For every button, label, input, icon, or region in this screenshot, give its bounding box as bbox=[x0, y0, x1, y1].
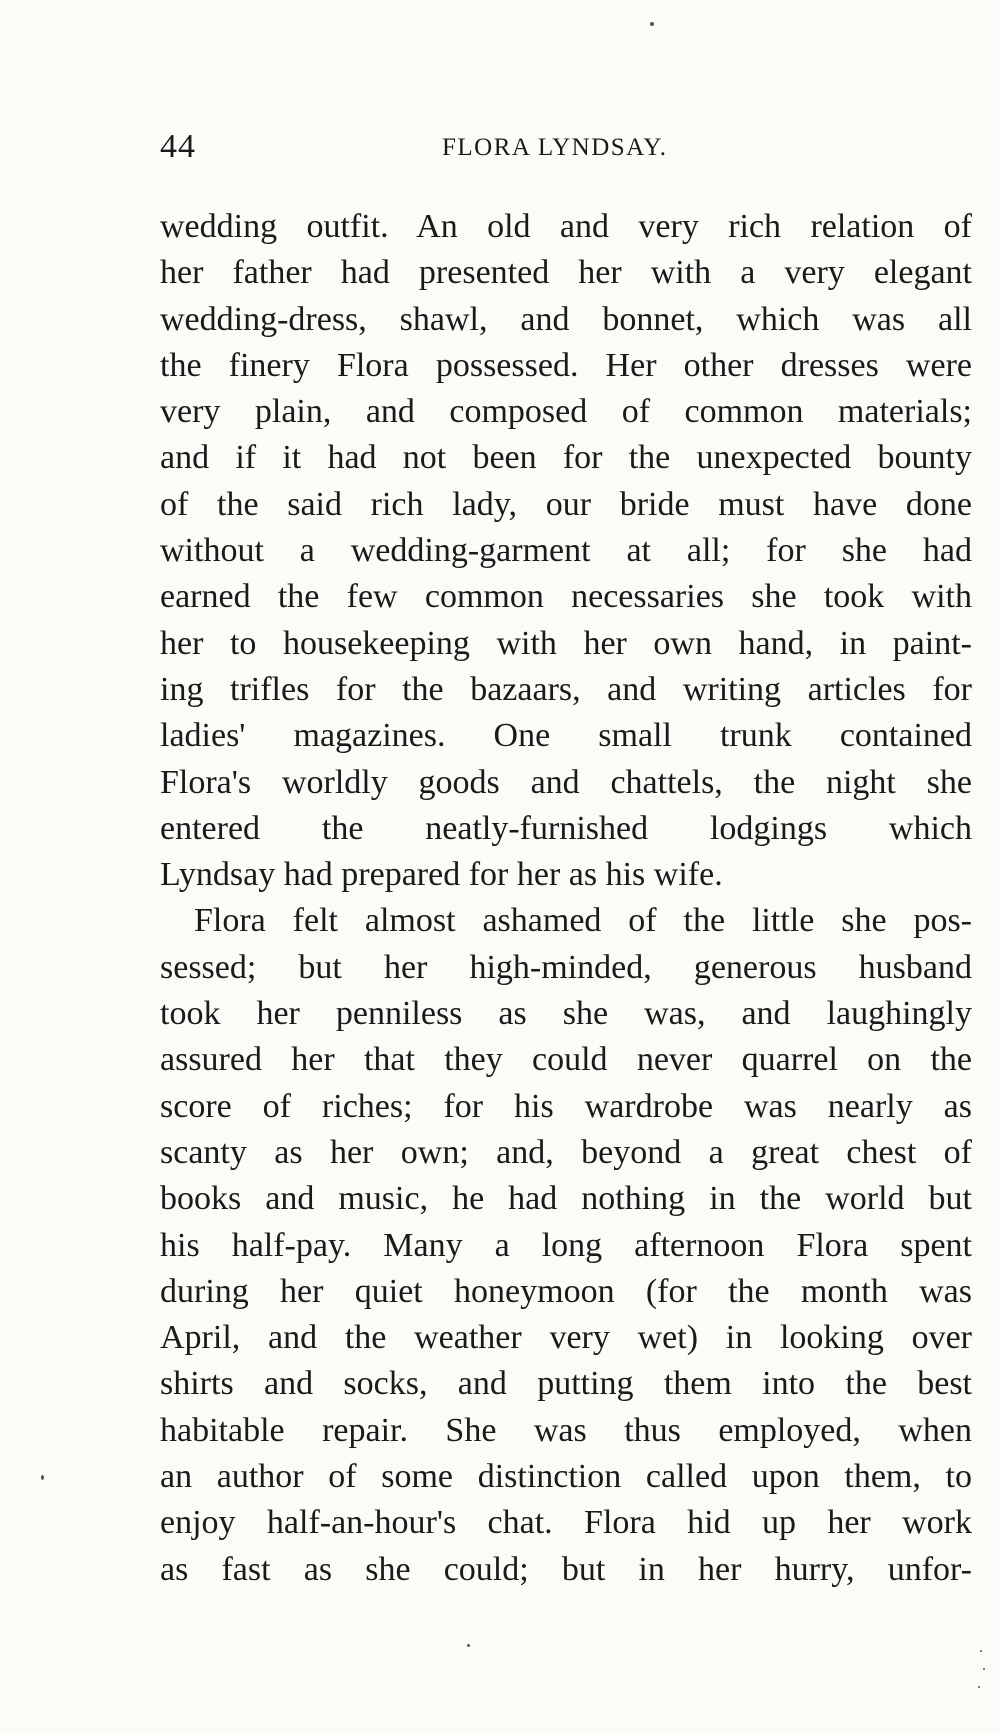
text-line: enjoy half-an-hour's chat. Flora hid up her work bbox=[160, 1504, 972, 1542]
text-line: entered the neatly-furnished lodgings which bbox=[160, 809, 972, 847]
running-title: FLORA LYNDSAY. bbox=[442, 134, 668, 161]
text-line: took her penniless as she was, and laughingly bbox=[160, 995, 972, 1033]
text-line: wedding outfit. An old and very rich relation of bbox=[160, 208, 972, 245]
scan-speck bbox=[650, 22, 654, 26]
text-line: books and music, he had nothing in the world but bbox=[160, 1180, 972, 1218]
scan-speck bbox=[980, 1650, 982, 1652]
page-number: 44 bbox=[160, 128, 196, 165]
text-line: during her quiet honeymoon (for the month was bbox=[160, 1272, 972, 1310]
text-line: as fast as she could; but in her hurry, unfor- bbox=[160, 1550, 972, 1588]
text-line: score of riches; for his wardrobe was nearly as bbox=[160, 1087, 972, 1125]
text-line: ladies' magazines. One small trunk contained bbox=[160, 717, 972, 755]
text-line: shirts and socks, and putting them into the best bbox=[160, 1365, 972, 1403]
scan-speck bbox=[978, 1686, 980, 1688]
text-line: wedding-dress, shawl, and bonnet, which was all bbox=[160, 300, 972, 338]
text-line: Flora felt almost ashamed of the little she pos- bbox=[194, 902, 972, 940]
scan-speck bbox=[467, 1644, 470, 1647]
text-line: and if it had not been for the unexpected bounty bbox=[160, 439, 972, 477]
text-line: her father had presented her with a very elegant bbox=[160, 254, 972, 292]
text-line: the finery Flora possessed. Her other dresses were bbox=[160, 346, 972, 384]
text-line: an author of some distinction called upon them, to bbox=[160, 1458, 972, 1496]
running-head bbox=[160, 128, 972, 176]
text-line: Flora's worldly goods and chattels, the night she bbox=[160, 763, 972, 801]
text-line: habitable repair. She was thus employed, when bbox=[160, 1411, 972, 1449]
text-line: sessed; but her high-minded, generous husband bbox=[160, 948, 972, 986]
body-text bbox=[160, 204, 972, 1593]
paragraph-1 bbox=[160, 204, 972, 898]
scan-speck bbox=[41, 1475, 44, 1480]
text-line: April, and the weather very wet) in looking over bbox=[160, 1319, 972, 1357]
text-line: ing trifles for the bazaars, and writing articles for bbox=[160, 670, 972, 708]
text-line: his half-pay. Many a long afternoon Flora spent bbox=[160, 1226, 972, 1264]
text-line: very plain, and composed of common materials; bbox=[160, 393, 972, 431]
text-line: her to housekeeping with her own hand, in paint- bbox=[160, 624, 972, 662]
scan-speck bbox=[983, 1668, 985, 1670]
text-line: earned the few common necessaries she took with bbox=[160, 578, 972, 616]
paragraph-2 bbox=[160, 898, 972, 1592]
text-line: of the said rich lady, our bride must have done bbox=[160, 485, 972, 523]
text-line: without a wedding-garment at all; for she had bbox=[160, 532, 972, 570]
text-line: Lyndsay had prepared for her as his wife. bbox=[160, 856, 723, 894]
text-line: assured her that they could never quarrel on the bbox=[160, 1041, 972, 1079]
text-line: scanty as her own; and, beyond a great chest of bbox=[160, 1133, 972, 1171]
